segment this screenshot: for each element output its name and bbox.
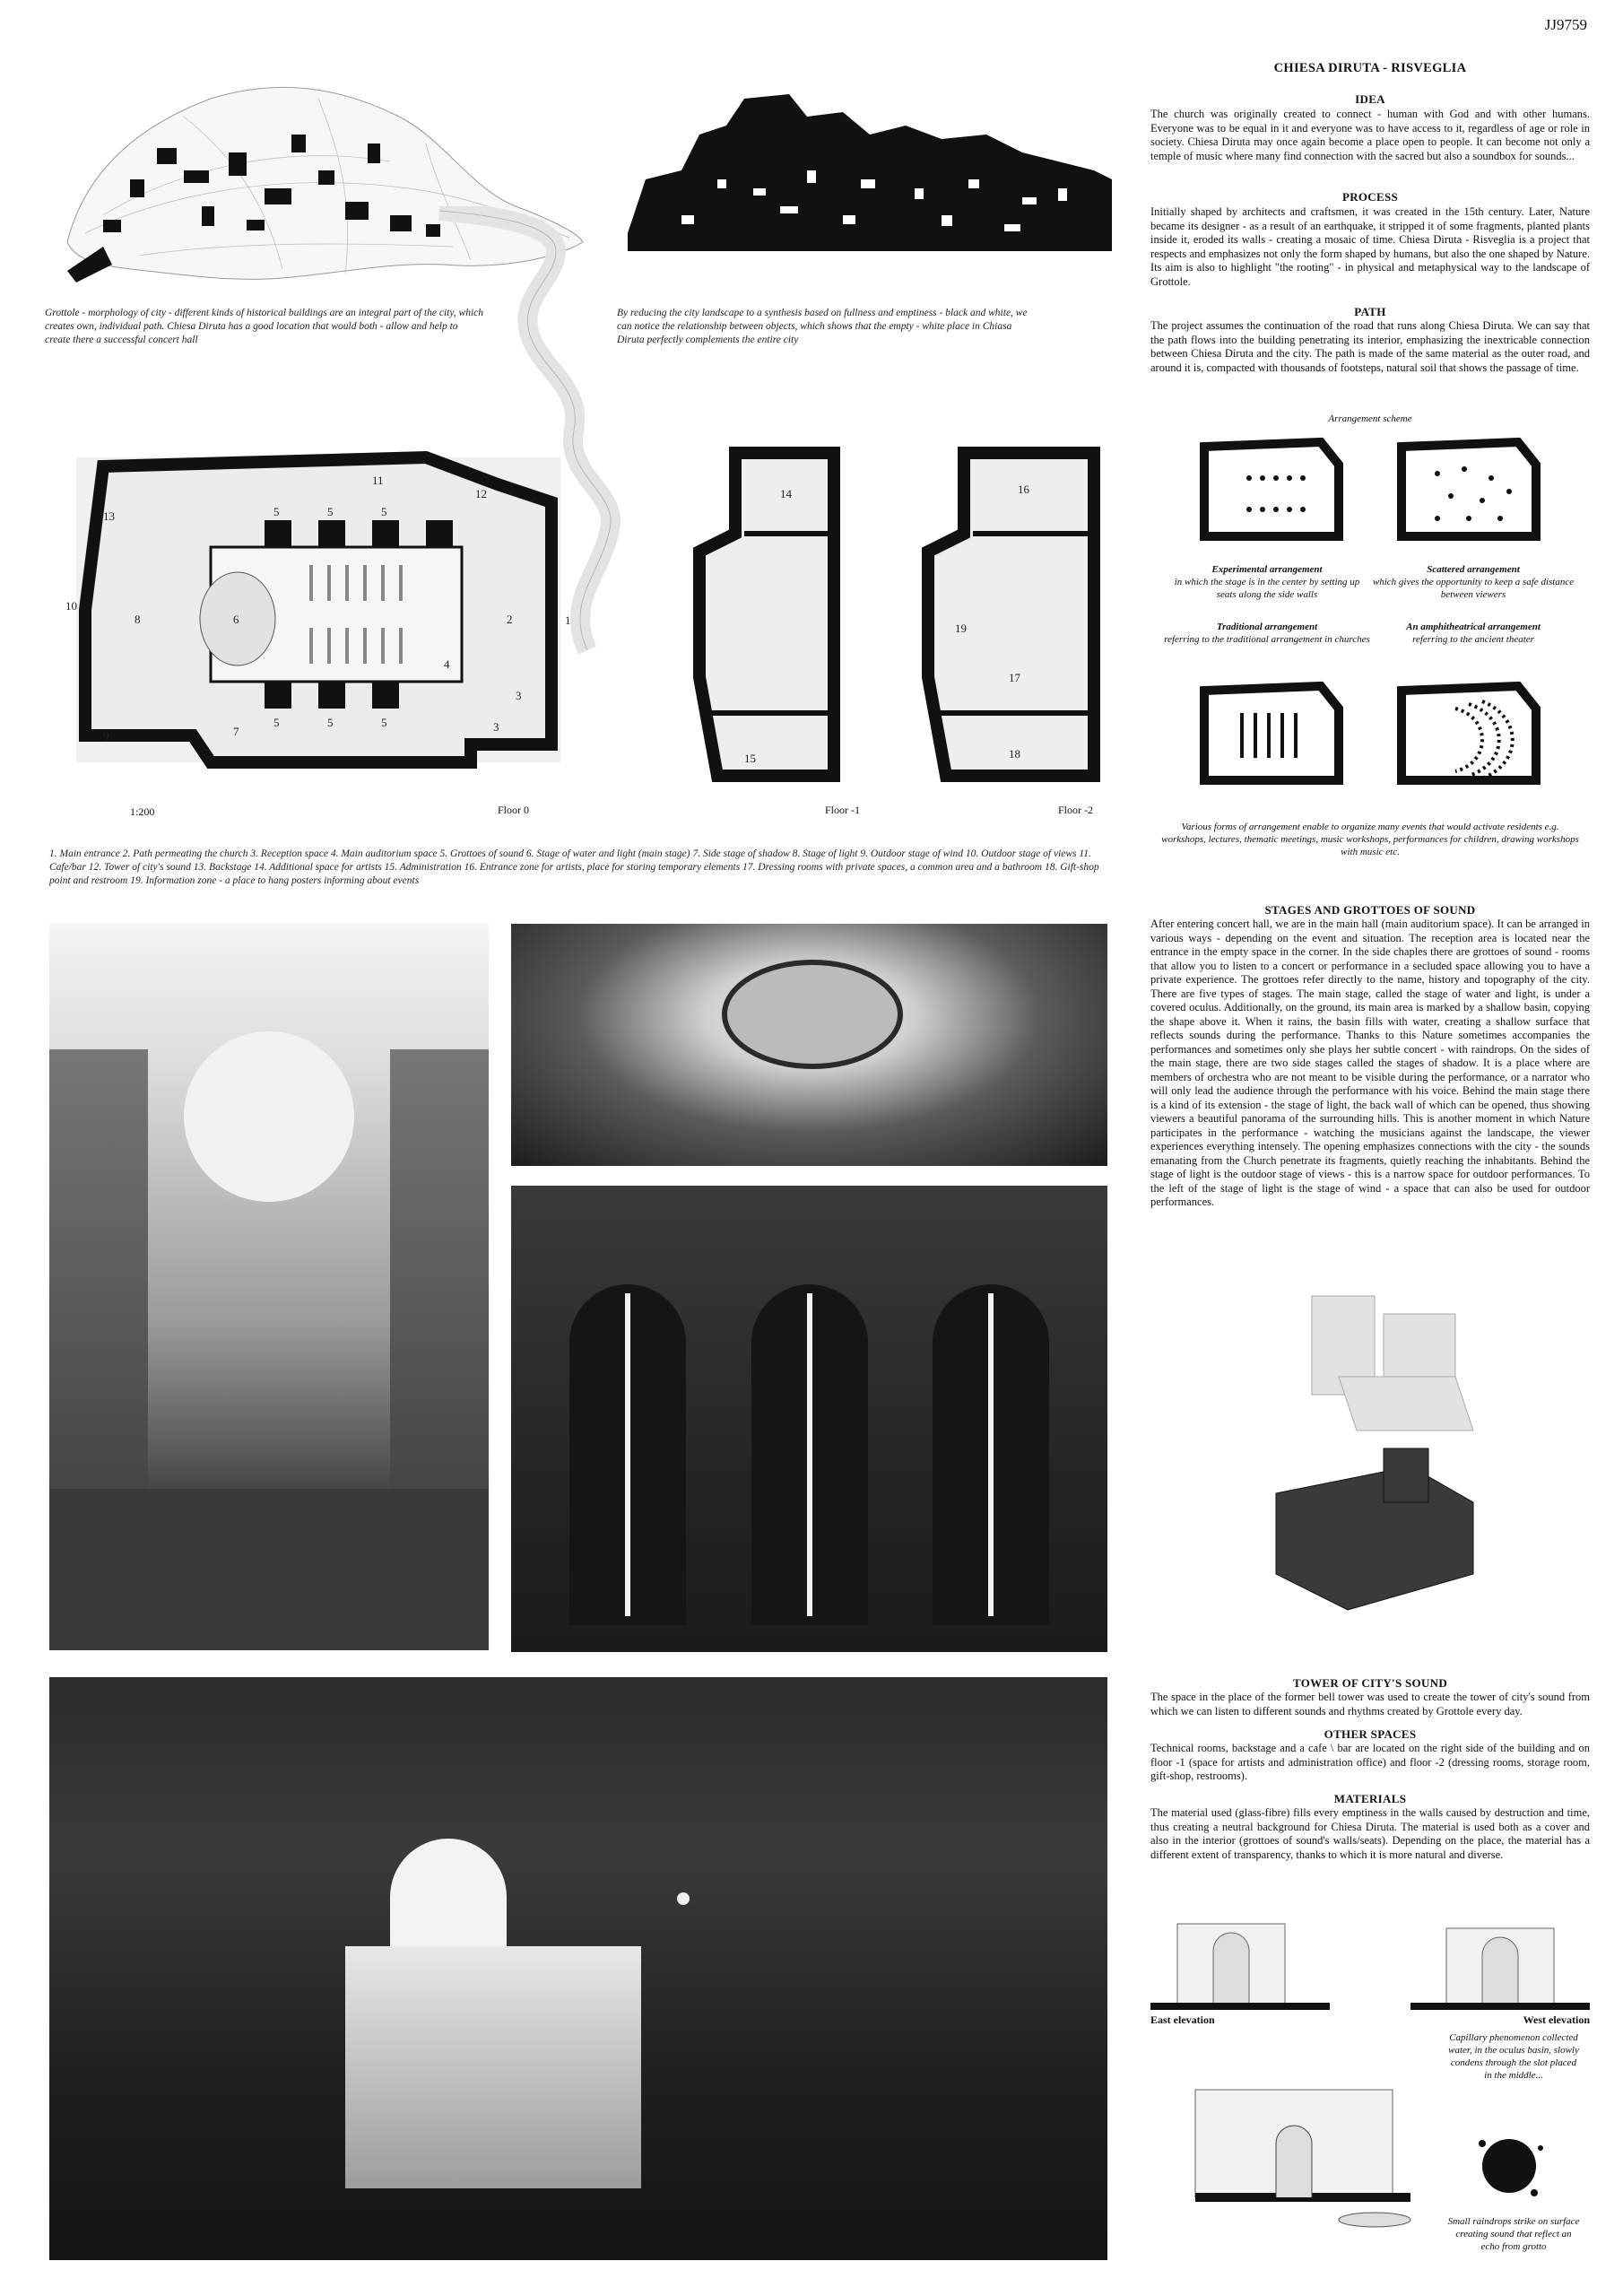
arrangement-diagram-2 — [1384, 429, 1545, 554]
oculus-render — [511, 924, 1107, 1166]
interior-render-tall — [49, 924, 489, 1650]
arrangement-label: Scattered arrangement — [1427, 564, 1520, 575]
tower-heading: TOWER OF CITY'S SOUND — [1292, 1676, 1448, 1690]
arrangement-diagram-4 — [1384, 673, 1545, 798]
materials-text: The material used (glass-fibre) fills every emptiness in the walls caused by destruction and time, thus creating a neutral background for Chiesa Diruta. The material is used both as a cover and also in the interior (grottoes of sound's walls/seats). Depending on the place, the material has a different extent of transparency, thanks to which it is more natural and diverse. — [1150, 1806, 1590, 1861]
path-text: The project assumes the continuation of the road that runs along Chiesa Diruta. We can say that the path flows into the building penetrating its interior, emphasizing the inextricable connection between Chiesa Diruta and the city. The path is made of the same material as the outer road, and around it is, compacted with thousands of footsteps, natural soil that shows the passage of time. — [1150, 319, 1590, 374]
plan-num: 8 — [135, 613, 141, 626]
plan-num: 6 — [233, 613, 239, 626]
floor-minus1-label: Floor -1 — [825, 804, 860, 816]
section-drawing — [1168, 2054, 1437, 2233]
tower-text: The space in the place of the former bell tower was used to create the tower of city's sound from which we can listen to different sounds and rhythms created by Grottole every day. — [1150, 1691, 1590, 1718]
plan-num: 5 — [327, 716, 334, 729]
plan-num: 7 — [233, 725, 239, 738]
plan-num: 9 — [103, 729, 109, 743]
plan-num: 5 — [381, 716, 387, 729]
path-heading: PATH — [1354, 305, 1386, 318]
plan-num: 5 — [273, 716, 280, 729]
plan-num: 3 — [516, 689, 522, 702]
right-column — [1150, 0, 1590, 2296]
plan-num: 17 — [1009, 671, 1020, 684]
plan-num: 12 — [475, 487, 487, 500]
east-elevation-label: East elevation — [1150, 2013, 1215, 2026]
grottoes-arches-render — [511, 1186, 1107, 1652]
exploded-axonometric — [1204, 1278, 1545, 1655]
plan-num: 2 — [507, 613, 513, 626]
floor-minus2-plan — [910, 444, 1103, 785]
arrangement-desc: referring to the ancient theater — [1412, 634, 1534, 645]
plan-num: 14 — [780, 487, 792, 500]
page-title: CHIESA DIRUTA - RISVEGLIA — [1273, 61, 1467, 75]
caption-city-morphology: Grottole - morphology of city - different kinds of historical buildings are an integral part of the city, which creates own, individual path. Chiesa Diruta has a good location that would both - allow and help to create there a successful concert hall — [45, 308, 484, 345]
process-heading: PROCESS — [1341, 190, 1399, 204]
floor-minus2-label: Floor -2 — [1058, 804, 1093, 816]
capillary-caption: Capillary phenomenon collected water, in the oculus basin, slowly condens through the slot placed in the middle... — [1448, 2032, 1579, 2081]
west-elevation-drawing — [1410, 1906, 1590, 2013]
plan-num: 1 — [565, 613, 571, 627]
plan-num: 5 — [327, 505, 334, 518]
plan-num: 5 — [273, 505, 280, 518]
plan-legend: 1. Main entrance 2. Path permeating the church 3. Reception space 4. Main auditorium space 5. Grottoes of sound 6. Stage of water and light (main stage) 7. Side stage of shadow 8. Stage of light 9. Outdoor stage of wind 10. Outdoor stage of views 11. Cafe/bar 12. Tower of city's sound 13. Backstage 14. Additional space for artists 15. Administration 16. Entrance zone for artists, place for storing temporary elements 17. Dressing rooms with private spaces, a common area and a bathroom 18. Gift-shop point and restroom 19. Information zone - a place to hang posters informing about events — [49, 848, 1099, 886]
plan-num: 19 — [955, 622, 967, 635]
arrangement-label: Traditional arrangement — [1216, 622, 1318, 632]
caption-city-synthesis: By reducing the city landscape to a synthesis based on fullness and emptiness - black and white, we can notice the relationship between objects, which shows that the empty - white place in Chiasa Diruta perfectly complements the entire city — [617, 308, 1028, 345]
arrangement-desc: referring to the traditional arrangement in churches — [1164, 634, 1370, 645]
raindrops-caption: Small raindrops strike on surface creating sound that reflect an echo from grotto — [1447, 2216, 1580, 2252]
east-elevation-drawing — [1150, 1906, 1330, 2013]
arrangement-diagram-3 — [1186, 673, 1348, 798]
stages-text: After entering concert hall, we are in the main hall (main auditorium space). It can be arranged in various ways - depending on the event and situation. The reception area is located near the entrance in the empty space in the corner. In the side chaples there are grottoes of sound - rooms that allow you to listen to a concert or performance in a secluded space allowing you to have a private experience. The grottoes refer directly to the name, history and topography of the city. There are five types of stages. The main stage, called the stage of water and light, is under a covered oculus. Additionally, on the ground, its main area is marked by a shallow basin, copying the shape above it. When it rains, the basin fills with water, creating a shallow surface that reflects sounds during the performance. Thanks to this Nature sometimes accompanies the performances and sometimes only she plays her subtle concert - with raindrops. On the sides of the main stage, there are two side stages called the stages of shadow. It is a place where are members of orchestra who are not meant to be visible during the performance, or a narrator who will only lead the audience through the performance with his voice. Behind the main stage there is a kind of its extension - the stage of light, the back wall of which can be opened, thus showing viewers a beautiful panorama of the surrounding hills. This is another moment in which Nature participates in the performance - watching the musicians against the landscape, the viewer experiences everything intensely. The opening emphasizes connections with the city - the sounds emanating from the Church penetrate its fragments, quietly reaching the inhabitants. Behind the stage of light is the outdoor stage of views - this is a narrow space for outdoor performances. To the left of the stage of light is the stage of wind - a space that can also be used for outdoor performances. — [1150, 918, 1590, 1208]
plan-num: 5 — [381, 505, 387, 518]
plan-num: 15 — [744, 752, 756, 765]
plan-num: 13 — [103, 509, 115, 523]
arrangement-desc: in which the stage is in the center by setting up seats along the side walls — [1174, 577, 1360, 600]
materials-heading: MATERIALS — [1333, 1792, 1407, 1805]
plan-num: 16 — [1018, 483, 1029, 496]
plan-num: 10 — [65, 599, 77, 613]
idea-heading: IDEA — [1355, 92, 1385, 106]
arrangement-label: Experimental arrangement — [1211, 564, 1323, 575]
arrangement-title: Arrangement scheme — [1328, 413, 1412, 424]
arrangement-note: Various forms of arrangement enable to organize many events that would activate residents e.g. workshops, lectures, thematic meetings, music workshops, performances for children, drawing workshops with music etc. — [1161, 822, 1579, 857]
city-synthesis-drawing — [628, 72, 1112, 251]
west-elevation-label: West elevation — [1523, 2013, 1590, 2026]
floor-0-label: Floor 0 — [498, 804, 530, 816]
plan-num: 4 — [444, 657, 450, 671]
arrangement-label: An amphitheatrical arrangement — [1406, 622, 1541, 632]
plan-num: 11 — [372, 474, 384, 487]
floor-minus1-plan — [681, 444, 861, 785]
stages-heading: STAGES AND GROTTOES OF SOUND — [1264, 903, 1476, 917]
night-aerial-render — [49, 1677, 1107, 2260]
process-text: Initially shaped by architects and craftsmen, it was created in the 15th century. Later, Nature became its designer - as a result of an earthquake, it stripped it of some fragments, planted plants inside it, eroded its walls - creating a mosaic of time. Chiesa Diruta - Risveglia is a project that respects and emphasizes not only the form shaped by humans, but also the one shaped by Nature. Its aim is also to highlight "the rooting" - in physical and metaphysical way to the landscape of Grottole. — [1150, 205, 1590, 288]
idea-text: The church was originally created to connect - human with God and with other humans. Everyone was to be equal in it and everyone was to have access to it, regardless of age or role in society. Chiesa Diruta may once again become a place open to people. It can become not only a temple of music where many find connection with the sacred but also a soundbox for sounds... — [1150, 108, 1590, 162]
other-spaces-text: Technical rooms, backstage and a cafe \ bar are located on the right side of the building and on floor -1 (space for artists and administration office) and floor -2 (dressing rooms, storage room, gift-shop, restrooms). — [1150, 1742, 1590, 1782]
project-code: JJ9759 — [1544, 16, 1587, 33]
raindrop-splash — [1464, 2126, 1554, 2206]
plan-num: 18 — [1009, 747, 1020, 761]
scale-label: 1:200 — [130, 805, 155, 818]
arrangement-diagram-1 — [1186, 429, 1348, 554]
other-spaces-heading: OTHER SPACES — [1324, 1727, 1417, 1741]
arrangement-desc: which gives the opportunity to keep a safe distance between viewers — [1372, 577, 1575, 600]
plan-num: 3 — [493, 720, 499, 734]
floor-0-plan — [49, 430, 587, 789]
